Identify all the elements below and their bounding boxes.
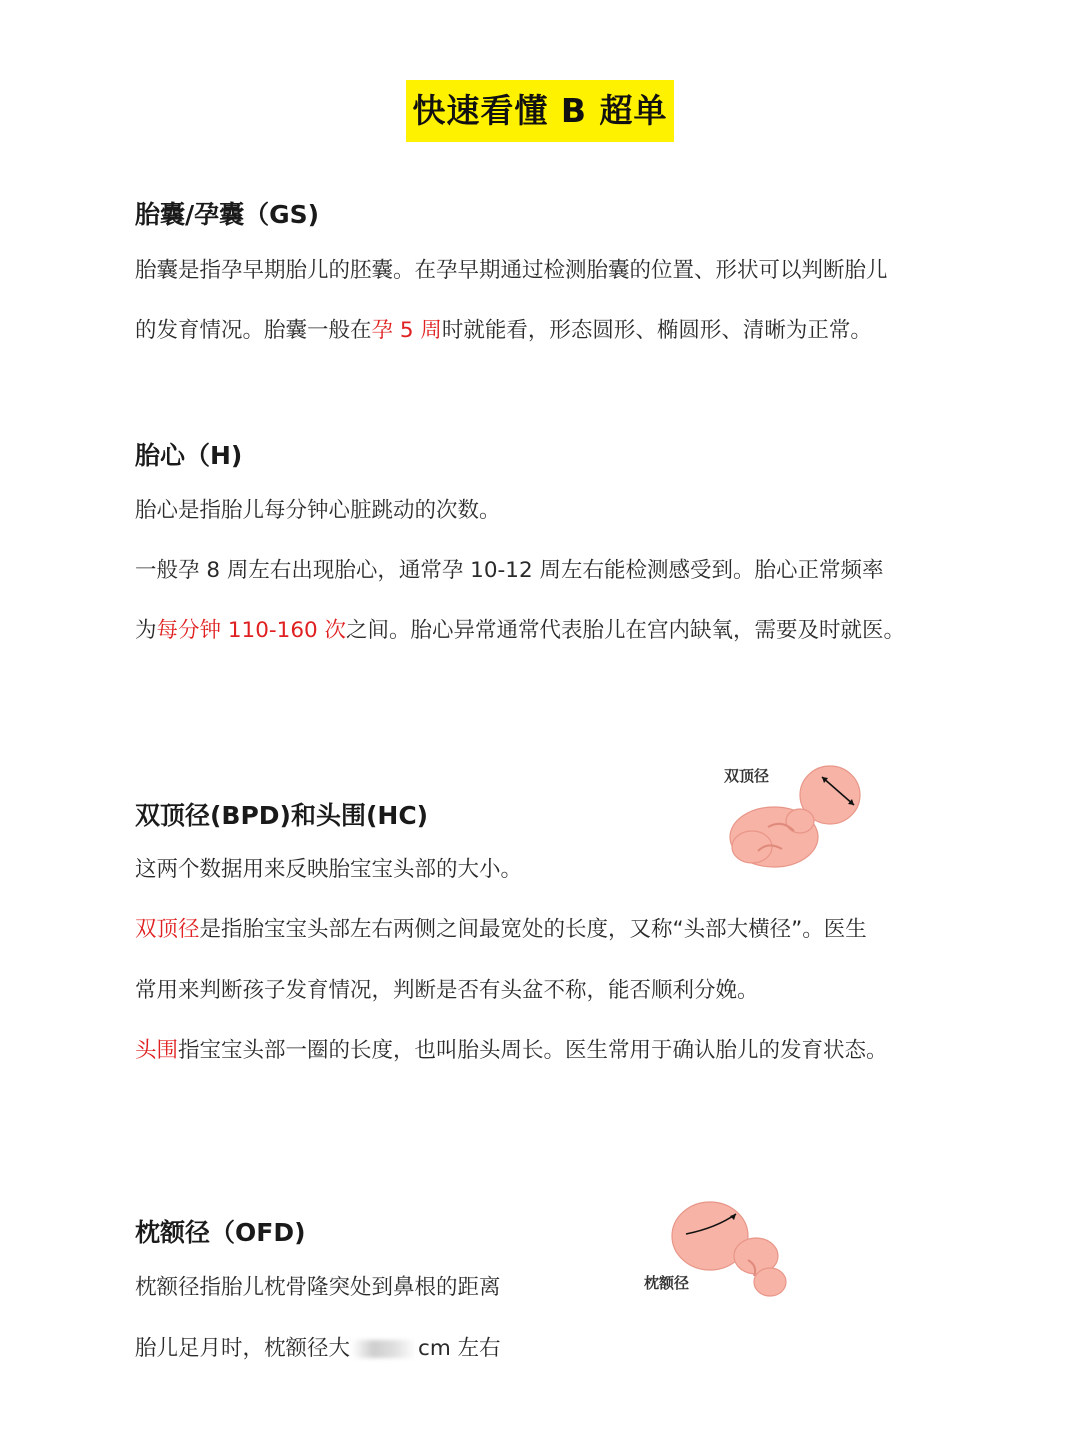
bpd-line-4-post: 指宝宝头部一圈的长度，也叫胎头周长。医生常用于确认胎儿的发育状态。 — [178, 1038, 888, 1063]
bpd-line-4 — [135, 1038, 888, 1064]
gs-line-1: 胎囊是指孕早期胎儿的胚囊。在孕早期通过检测胎囊的位置、形状可以判断胎儿 — [135, 258, 888, 283]
section-heading-bpd: 双顶径(BPD)和头围(HC) — [135, 801, 429, 830]
h-line-3-post: 之间。胎心异常通常代表胎儿在宫内缺氧，需要及时就医。 — [346, 618, 906, 643]
gs-line-2-post: 时就能看，形态圆形、椭圆形、清晰为正常。 — [441, 318, 872, 343]
gs-line-2 — [135, 318, 872, 344]
bpd-line-2 — [135, 917, 867, 943]
gs-highlight: 孕 5 周 — [371, 318, 442, 343]
fetus-head-illustration-icon — [638, 1198, 798, 1308]
bpd-illus-label: 双顶径 — [724, 767, 770, 785]
bpd-line-2-post: 是指胎宝宝头部左右两侧之间最宽处的长度，又称“头部大横径”。医生 — [199, 917, 867, 942]
hc-highlight: 头围 — [135, 1038, 179, 1063]
section-heading-h: 胎心（H) — [135, 441, 243, 470]
ofd-line-1: 枕额径指胎儿枕骨隆突处到鼻根的距离 — [135, 1275, 501, 1300]
section-heading-gs: 胎囊/孕囊（GS) — [135, 200, 320, 229]
bpd-highlight: 双顶径 — [135, 917, 200, 942]
h-line-2: 一般孕 8 周左右出现胎心，通常孕 10-12 周左右能检测感受到。胎心正常频率 — [135, 558, 884, 583]
gs-line-2-pre: 的发育情况。胎囊一般在 — [135, 318, 372, 343]
ofd-illus-label: 枕额径 — [644, 1274, 690, 1292]
bpd-line-3: 常用来判断孩子发育情况，判断是否有头盆不称，能否顺利分娩。 — [135, 978, 759, 1003]
ofd-line-2-post: cm 左右 — [418, 1336, 501, 1361]
h-line-1: 胎心是指胎儿每分钟心脏跳动的次数。 — [135, 498, 501, 523]
fetus-illustration-icon — [718, 755, 878, 880]
section-heading-ofd: 枕额径（OFD) — [135, 1218, 306, 1247]
title-wrap — [0, 58, 1080, 164]
blurred-value — [352, 1340, 416, 1358]
ofd-line-2-pre: 胎儿足月时，枕额径大 — [135, 1336, 351, 1361]
h-line-3-pre: 为 — [135, 618, 157, 643]
h-highlight: 每分钟 110-160 次 — [156, 618, 347, 643]
h-line-3 — [135, 618, 905, 644]
ofd-line-2 — [135, 1336, 501, 1362]
bpd-line-1: 这两个数据用来反映胎宝宝头部的大小。 — [135, 857, 523, 882]
page-title: 快速看懂 B 超单 — [406, 80, 673, 142]
